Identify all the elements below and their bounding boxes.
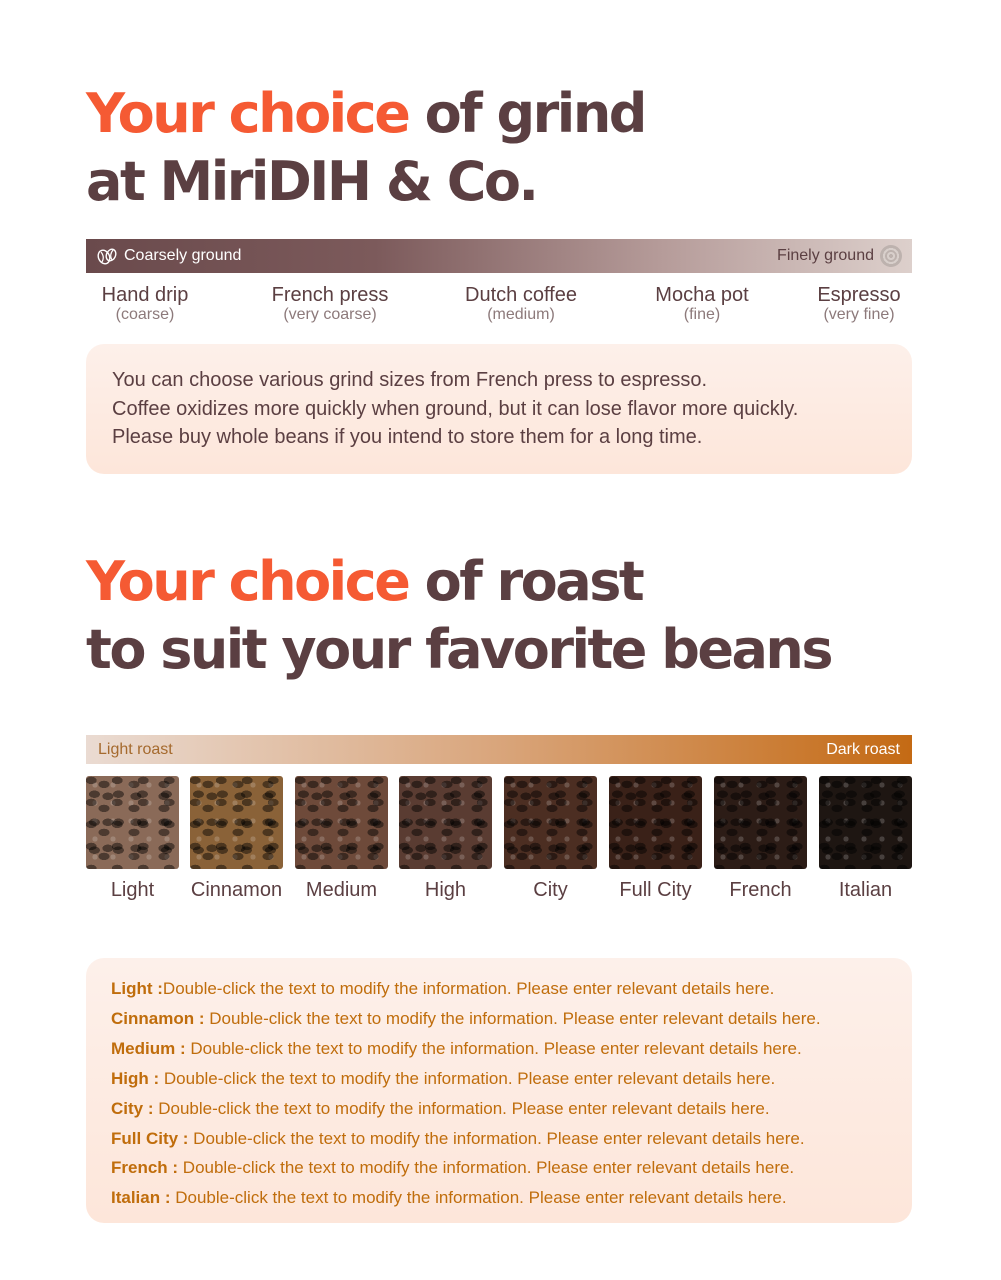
- roast-detail-term: Cinnamon :: [111, 1008, 205, 1028]
- method-french-press: [272, 282, 389, 322]
- roast-details-box: [86, 958, 912, 1223]
- roast-detail-text: Double-click the text to modify the information. Please enter relevant details here.: [153, 1098, 770, 1118]
- method-grind: (fine): [683, 306, 721, 323]
- roast-detail-text: Double-click the text to modify the information. Please enter relevant details here.: [170, 1188, 787, 1208]
- grind-info-line: Please buy whole beans if you intend to store them for a long time.: [112, 426, 703, 448]
- brew-methods: [86, 282, 912, 330]
- method-dutch-coffee: [465, 282, 577, 322]
- roast-city: [504, 776, 597, 903]
- method-grind: (very coarse): [283, 306, 377, 323]
- grind-heading-line2: at MiriDIH & Co.: [86, 150, 537, 213]
- roast-label: High: [424, 879, 467, 901]
- roast-label: Medium: [305, 879, 378, 901]
- roast-detail-row: [111, 1004, 887, 1034]
- roast-detail-row: [111, 1034, 887, 1064]
- coarsely-ground-label: Coarsely ground: [124, 247, 242, 264]
- roast-detail-term: City :: [111, 1098, 154, 1118]
- dark-roast-label: Dark roast: [826, 740, 900, 758]
- grind-info-box: [86, 344, 912, 474]
- roast-levels: [86, 776, 912, 906]
- fine-grind-icon: [880, 245, 902, 267]
- roast-label: French: [729, 879, 792, 901]
- roast-scale-bar: [86, 735, 912, 764]
- roast-heading-line2: to suit your favorite beans: [86, 618, 832, 681]
- roast-detail-text: Double-click the text to modify the information. Please enter relevant details here.: [162, 979, 775, 998]
- roast-swatch-image: [504, 776, 597, 869]
- roast-cinnamon: [190, 776, 283, 903]
- method-name: French press: [271, 284, 389, 306]
- roast-detail-text: Double-click the text to modify the information. Please enter relevant details here.: [185, 1038, 802, 1058]
- roast-label: Cinnamon: [190, 879, 283, 901]
- roast-swatch-image: [86, 776, 179, 869]
- grind-heading-rest: of grind: [408, 82, 645, 145]
- method-name: Hand drip: [101, 284, 189, 306]
- roast-high: [399, 776, 492, 903]
- method-name: Mocha pot: [655, 284, 749, 306]
- roast-label: Italian: [838, 879, 893, 901]
- roast-heading-line1: [86, 548, 831, 616]
- grind-info-line: Coffee oxidizes more quickly when ground, but it can lose flavor more quickly.: [112, 397, 799, 420]
- roast-light: [86, 776, 179, 903]
- grind-heading: [86, 80, 645, 216]
- roast-label: Light: [110, 879, 155, 901]
- roast-heading-accent: Your choice: [86, 550, 409, 613]
- coffee-bean-icon: [96, 246, 118, 266]
- grind-info-line: You can choose various grind sizes from French press to espresso.: [112, 369, 708, 391]
- grind-bar-right: [777, 245, 902, 267]
- method-grind: (medium): [487, 306, 555, 323]
- finely-ground-label: Finely ground: [777, 247, 874, 264]
- roast-detail-term: Full City :: [111, 1128, 189, 1148]
- roast-label: Full City: [619, 879, 692, 901]
- roast-detail-row: [111, 1153, 887, 1183]
- method-grind: (coarse): [115, 306, 175, 323]
- roast-swatch-image: [295, 776, 388, 869]
- method-espresso: [817, 282, 900, 322]
- roast-detail-term: French :: [111, 1158, 179, 1178]
- roast-detail-row: [111, 974, 887, 1004]
- roast-full-city: [609, 776, 702, 903]
- roast-label: City: [533, 879, 568, 901]
- method-grind: (very fine): [823, 306, 895, 323]
- roast-heading-rest: of roast: [408, 550, 643, 613]
- method-hand-drip: [102, 282, 189, 322]
- grind-heading-line1: [86, 80, 645, 148]
- roast-detail-row: [111, 1064, 887, 1094]
- roast-italian: [819, 776, 912, 903]
- roast-detail-term: High :: [111, 1068, 160, 1088]
- method-name: Dutch coffee: [465, 284, 577, 306]
- roast-swatch-image: [609, 776, 702, 869]
- roast-detail-text: Double-click the text to modify the information. Please enter relevant details here.: [159, 1068, 776, 1088]
- roast-detail-term: Medium :: [111, 1038, 186, 1058]
- method-name: Espresso: [817, 284, 901, 306]
- roast-heading: [86, 548, 831, 684]
- roast-detail-text: Double-click the text to modify the information. Please enter relevant details here.: [204, 1008, 821, 1028]
- roast-detail-text: Double-click the text to modify the information. Please enter relevant details here.: [188, 1128, 805, 1148]
- roast-swatch-image: [819, 776, 912, 869]
- roast-swatch-image: [714, 776, 807, 869]
- grind-bar-left: [96, 246, 241, 266]
- roast-detail-row: [111, 1124, 887, 1154]
- roast-swatch-image: [399, 776, 492, 869]
- grind-scale-bar: [86, 239, 912, 273]
- light-roast-label: Light roast: [98, 740, 173, 758]
- grind-heading-accent: Your choice: [86, 82, 409, 145]
- roast-swatch-image: [190, 776, 283, 869]
- roast-detail-term: Light :: [111, 979, 163, 998]
- roast-french: [714, 776, 807, 903]
- roast-medium: [295, 776, 388, 903]
- roast-detail-row: [111, 1183, 887, 1213]
- roast-detail-text: Double-click the text to modify the information. Please enter relevant details here.: [178, 1158, 795, 1178]
- method-mocha-pot: [655, 282, 748, 322]
- roast-detail-term: Italian :: [111, 1188, 171, 1208]
- roast-detail-row: [111, 1094, 887, 1124]
